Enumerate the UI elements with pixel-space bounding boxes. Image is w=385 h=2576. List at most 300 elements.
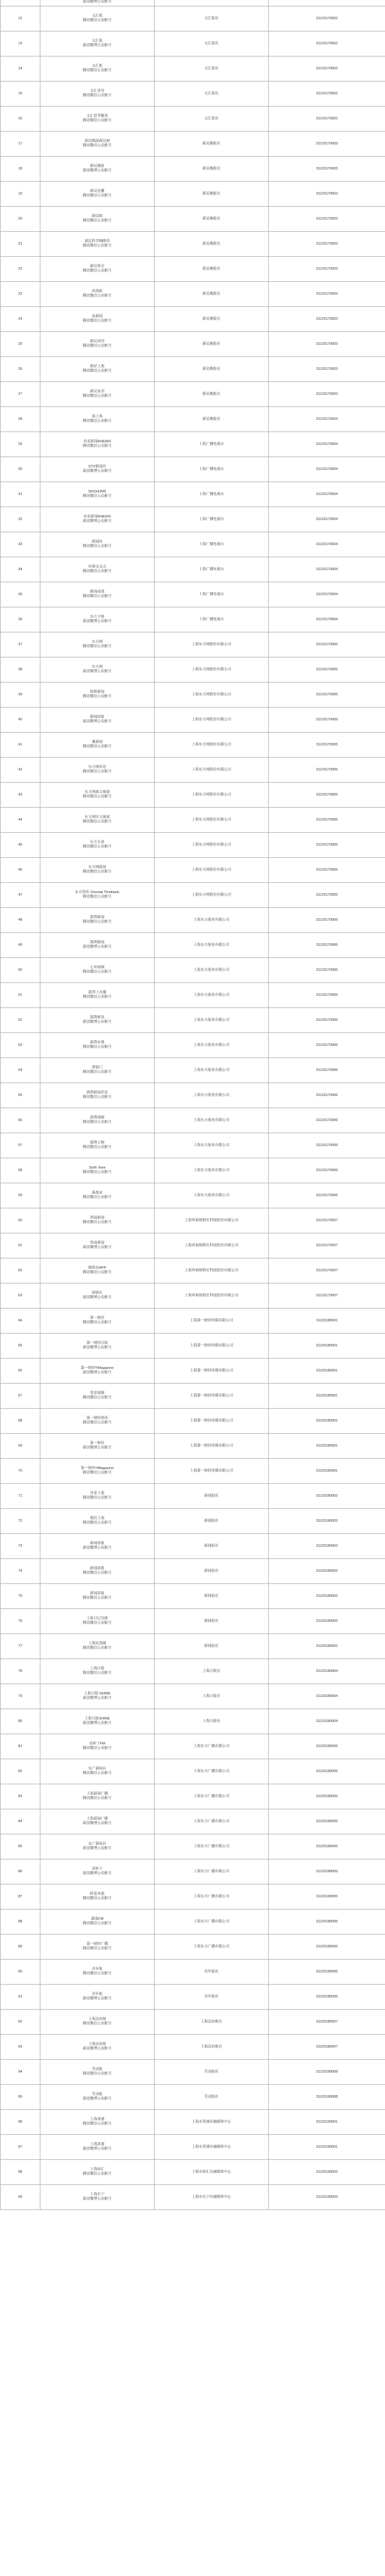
account-type-text: 新浪微博公众账号 [83,1346,112,1350]
account-name-text: 上海新闻广播 [86,1817,108,1821]
table-row [1,808,385,833]
account-name-text: 上海黄浦 [90,2143,105,2146]
license-code-cell: 31120170002 [269,57,385,82]
row-number-cell: 66 [1,1359,40,1384]
organization-cell: 新闻报社 [155,1534,269,1559]
license-code-cell: 31120170003 [269,207,385,232]
row-number-cell: 83 [1,1784,40,1809]
license-code-cell: 31120170005 [269,657,385,683]
license-code-cell: 31120180008 [269,2085,385,2110]
account-name-text: 新闻晨报 [90,1567,105,1571]
account-name-cell [40,858,155,883]
account-name-cell [40,958,155,983]
row-number-cell: 39 [1,683,40,708]
account-name-cell [40,1083,155,1108]
table-row [1,883,385,908]
row-number-cell: 67 [1,1384,40,1409]
account-name-cell [40,1985,155,2010]
account-name-text: 温故录 [92,1191,103,1195]
account-name-text: 新民科学咖啡馆 [84,239,110,243]
license-code-cell: 31120170006 [269,1083,385,1108]
organization-cell: 上海市黄浦区融媒体中心 [155,2135,269,2160]
account-type-text: 腾讯微信公众账号 [83,2122,112,2126]
organization-cell: 上海东方网股份有限公司 [155,833,269,858]
table-row [1,132,385,157]
account-name-cell [40,0,155,6]
account-type-text: 腾讯微信公众账号 [83,1571,112,1575]
row-number-cell: 58 [1,1158,40,1183]
table-row [1,1459,385,1484]
account-name-cell [40,182,155,207]
organization-cell: 上海第一财经传媒有限公司 [155,1409,269,1434]
account-name-text: 东方网 [92,665,103,669]
account-name-cell [40,683,155,708]
account-type-text: 腾讯微信公众账号 [83,2172,112,2176]
account-type-text: 腾讯微信公众账号 [83,1045,112,1049]
account-type-text: 新浪微博公众账号 [83,1246,112,1249]
account-type-text: 腾讯微信公众账号 [83,2072,112,2076]
account-name-cell [40,1183,155,1208]
account-name-cell [40,1409,155,1434]
row-number-cell: 23 [1,282,40,307]
license-code-cell: 31120180002 [269,1534,385,1559]
account-name-text: 新闻晨报 [90,1592,105,1596]
table-row [1,1584,385,1609]
row-number-cell: 38 [1,657,40,683]
license-code-cell: 31120170007 [269,1258,385,1284]
organization-cell: 上海东方报业有限公司 [155,1133,269,1158]
account-type-text: 新浪微博公众账号 [83,469,112,473]
account-name-text: 新民夜刊 [90,390,105,394]
account-type-text: 腾讯微信公众账号 [83,1621,112,1625]
organization-cell: 青年报社 [155,1960,269,1985]
organization-cell: 新闻报社 [155,1559,269,1584]
account-name-cell [40,1859,155,1884]
account-type-text: 新浪微博公众账号 [83,2047,112,2051]
license-code-cell: 31120180001 [269,1409,385,1434]
organization-cell: 上海东方广播有限公司 [155,1809,269,1834]
account-name-cell [40,1309,155,1334]
row-number-cell: 76 [1,1609,40,1634]
row-number-cell: 48 [1,908,40,933]
account-name-cell [40,2135,155,2160]
license-code-cell: 31120170004 [269,432,385,457]
organization-cell: 上海广播电视台 [155,457,269,482]
table-row [1,1083,385,1108]
account-type-text: 腾讯微信公众账号 [83,219,112,223]
table-row [1,382,385,407]
organization-cell: 上海东方报业有限公司 [155,1083,269,1108]
table-row [1,357,385,382]
license-code-cell: 31120170003 [269,257,385,282]
account-type-text: 腾讯微信公众账号 [83,570,112,573]
organization-cell: 上海东方网股份有限公司 [155,632,269,657]
account-type-text: 腾讯微信公众账号 [83,1271,112,1275]
account-name-cell [40,132,155,157]
account-type-text: 腾讯微信公众账号 [83,1521,112,1525]
account-name-cell [40,57,155,82]
table-row [1,1334,385,1359]
account-name-text: 第一财经YiMagazine [80,1366,114,1370]
organization-cell: 新民晚报社 [155,332,269,357]
account-name-text: 新民连播 [90,189,105,193]
organization-cell: 上海广播电视台 [155,557,269,582]
account-name-text: 劳动报 [92,2093,103,2096]
account-type-text: 腾讯微信公众账号 [83,394,112,398]
row-number-cell: 45 [1,833,40,858]
account-type-text: 新浪微博公众账号 [83,1371,112,1375]
account-name-cell [40,582,155,607]
account-name-cell [40,1960,155,1985]
table-row [1,1884,385,1910]
license-code-cell: 31120170005 [269,683,385,708]
license-code-cell: 31120170003 [269,407,385,432]
row-number-cell: 75 [1,1584,40,1609]
license-code-cell: 31120170002 [269,31,385,57]
account-type-text: 新浪微博公众账号 [83,0,112,4]
organization-cell: 上海第一财经传媒有限公司 [155,1459,269,1484]
account-name-text: 上海吃货圈 [88,1642,107,1646]
account-name-cell [40,1910,155,1935]
account-name-text: 阿基米德 [90,1892,105,1896]
license-code-cell: 31120170005 [269,783,385,808]
license-code-cell: 31120170006 [269,1133,385,1158]
row-number-cell: 26 [1,357,40,382]
account-name-text: 新民体育 [90,265,105,268]
account-name-text: 澎湃新闻评论 [86,1091,108,1095]
row-number-cell: 29 [1,432,40,457]
license-code-cell: 31120180005 [269,1734,385,1759]
license-code-cell: 31120190002 [269,2160,385,2185]
row-number-cell: 80 [1,1709,40,1734]
license-code-cell: 31120190003 [269,2185,385,2210]
account-type-text: 腾讯微信公众账号 [83,244,112,248]
account-type-text: 新浪微博公众账号 [83,44,112,48]
account-type-text: 腾讯微信公众账号 [83,1396,112,1400]
row-number-cell: 14 [1,57,40,82]
table-row [1,82,385,107]
account-type-text: 腾讯微信公众账号 [83,870,112,874]
account-type-text: 新浪微博公众账号 [83,1546,112,1550]
account-name-cell [40,632,155,657]
account-type-text: 腾讯微信公众账号 [83,645,112,648]
account-type-text: 腾讯微信公众账号 [83,1972,112,1976]
row-number-cell: 92 [1,2010,40,2035]
account-type-text: 腾讯微信公众账号 [83,369,112,373]
account-type-text: 腾讯微信公众账号 [83,1471,112,1475]
organization-cell: 上海东方报业有限公司 [155,1033,269,1058]
license-code-cell [269,0,385,6]
account-name-text: 看看新闻KNEWS [83,515,111,519]
account-name-cell [40,1258,155,1284]
license-code-cell: 31120170003 [269,357,385,382]
license-code-cell: 31120180007 [269,2035,385,2060]
account-name-cell [40,307,155,332]
table-row [1,2160,385,2185]
table-row [1,1384,385,1409]
account-type-text: 腾讯微信公众账号 [83,1596,112,1600]
account-type-text: 腾讯微信公众账号 [83,995,112,999]
account-type-text: 腾讯微信公众账号 [83,94,112,98]
license-code-cell: 31120170006 [269,958,385,983]
account-name-text: 东广新闻台 [88,1767,107,1771]
organization-cell: 文汇报社 [155,31,269,57]
account-name-cell [40,983,155,1008]
account-name-cell [40,207,155,232]
account-type-text: 腾讯微信公众账号 [83,1145,112,1149]
account-type-text: 腾讯微信公众账号 [83,820,112,824]
table-row [1,282,385,307]
account-name-cell [40,1058,155,1083]
account-name-text: 文汇思考精英 [86,114,108,118]
account-name-cell [40,482,155,507]
account-type-text: 新浪微博公众账号 [83,519,112,523]
row-number-cell: 98 [1,2160,40,2185]
account-name-cell [40,2035,155,2060]
organization-cell: 上海广播电视台 [155,582,269,607]
account-name-cell [40,2010,155,2035]
row-number-cell: 78 [1,1659,40,1684]
row-number-cell: 19 [1,182,40,207]
account-name-text: 上海法治报 [88,2042,107,2046]
account-type-text: 新浪微博公众账号 [83,945,112,949]
account-name-text: 上海新闻广播 [86,1792,108,1796]
account-name-cell [40,1809,155,1834]
row-number-cell: 64 [1,1309,40,1334]
account-name-text: 澎湃财讯 [90,1016,105,1020]
table-row [1,1609,385,1634]
organization-cell: 上海日报社 [155,1659,269,1684]
table-row [1,733,385,758]
license-code-cell: 31120180002 [269,1484,385,1509]
table-row [1,1258,385,1284]
organization-cell: 上海界面财联社科技股份有限公司 [155,1258,269,1284]
account-type-text: 腾讯微信公众账号 [83,920,112,924]
table-row [1,1559,385,1584]
organization-cell: 上海东方广播有限公司 [155,1910,269,1935]
organization-cell: 新民晚报社 [155,257,269,282]
account-name-cell [40,933,155,958]
license-code-cell: 31120170005 [269,708,385,733]
license-code-cell: 31120170003 [269,182,385,207]
row-number-cell: 44 [1,808,40,833]
account-name-cell [40,1709,155,1734]
account-type-text: 腾讯微信公众账号 [83,144,112,148]
organization-cell: 上海广播电视台 [155,607,269,632]
account-name-cell [40,1133,155,1158]
license-code-cell: 31120170003 [269,132,385,157]
account-type-text: 新浪微博公众账号 [83,1296,112,1300]
account-name-text: 东方网政文视窗 [84,790,110,794]
account-name-cell [40,332,155,357]
account-type-text: 腾讯微信公众账号 [83,1171,112,1174]
account-name-text: 看看新闻KNEWS [83,440,111,444]
account-name-cell [40,157,155,182]
license-code-cell: 31120180001 [269,1334,385,1359]
table-row [1,1359,385,1384]
account-name-text: 上海黄浦 [90,2118,105,2121]
account-name-text: 海上客 [92,415,103,419]
row-number-cell: 84 [1,1809,40,1834]
row-number-cell: 31 [1,482,40,507]
table-row [1,783,385,808]
account-type-text: 新浪微博公众账号 [83,1721,112,1725]
organization-cell: 上海东方报业有限公司 [155,1058,269,1083]
account-name-text: 翼新闻 [92,740,103,744]
account-name-cell [40,1559,155,1584]
account-name-text: 界面新闻 [90,1216,105,1220]
table-row [1,1784,385,1809]
organization-cell: 上海东方网股份有限公司 [155,808,269,833]
account-name-cell [40,31,155,57]
account-name-text: 文汇讲堂 [90,89,105,93]
account-type-text: 腾讯微信公众账号 [83,1922,112,1926]
account-name-cell [40,432,155,457]
row-number-cell: 57 [1,1133,40,1158]
account-name-cell [40,808,155,833]
table-row [1,683,385,708]
account-type-text: 腾讯微信公众账号 [83,1321,112,1325]
account-name-text: 东方网区文视窗 [84,815,110,819]
license-code-cell: 31120170007 [269,1284,385,1309]
account-type-text: 腾讯微信公众账号 [83,1671,112,1675]
account-name-cell [40,282,155,307]
account-name-text: 澎湃新闻 [90,941,105,944]
account-name-text: 上海徐汇 [90,2168,105,2171]
table-row [1,2110,385,2135]
row-number-cell: 21 [1,232,40,257]
row-number-cell: 36 [1,607,40,632]
table-row [1,257,385,282]
table-row [1,1284,385,1309]
license-code-cell: 31120180005 [269,1784,385,1809]
license-code-cell: 31120170002 [269,107,385,132]
row-number-cell: 50 [1,958,40,983]
account-name-cell [40,758,155,783]
account-type-text: 新浪微博公众账号 [83,620,112,623]
table-row-partial [1,0,385,6]
account-name-text: 新闻坊 [92,540,103,544]
organization-cell: 上海市黄浦区融媒体中心 [155,2110,269,2135]
table-row [1,532,385,557]
license-code-cell: 31120170004 [269,607,385,632]
license-code-cell: 31120170006 [269,1158,385,1183]
account-name-text: 第一财经 [90,1316,105,1320]
license-code-cell: 31120170004 [269,507,385,532]
account-name-cell [40,1233,155,1258]
account-name-cell [40,1509,155,1534]
account-name-cell [40,1158,155,1183]
account-name-cell [40,607,155,632]
account-name-cell [40,232,155,257]
table-row [1,332,385,357]
organization-cell: 上海东方网股份有限公司 [155,883,269,908]
row-number-cell: 30 [1,457,40,482]
account-name-cell [40,708,155,733]
account-type-text: 腾讯微信公众账号 [83,1646,112,1650]
account-name-text: 东方卫视 [90,615,105,619]
table-row [1,157,385,182]
license-code-cell: 31120170003 [269,382,385,407]
account-type-text: 腾讯微信公众账号 [83,745,112,749]
table-row [1,632,385,657]
organization-cell [155,0,269,6]
license-code-cell: 31120180005 [269,1834,385,1859]
table-row [1,1434,385,1459]
organization-cell: 上海东方报业有限公司 [155,1183,269,1208]
license-code-cell: 31120170003 [269,232,385,257]
organization-cell: 上海第一财经传媒有限公司 [155,1434,269,1459]
organization-cell: 上海东方网股份有限公司 [155,758,269,783]
account-name-cell [40,82,155,107]
table-row [1,1008,385,1033]
organization-cell: 上海广播电视台 [155,507,269,532]
table-row [1,1509,385,1534]
account-name-text: 上海日报-SHINE [83,1692,111,1696]
account-type-text: 腾讯微信公众账号 [83,419,112,423]
account-name-text: 第一财经资讯 [86,1416,108,1420]
row-number-cell: 68 [1,1409,40,1434]
license-code-cell: 31120170005 [269,883,385,908]
account-type-text: 腾讯微信公众账号 [83,494,112,498]
account-type-text: 腾讯微信公众账号 [83,970,112,974]
license-code-cell: 31120170006 [269,1058,385,1083]
organization-cell: 新闻报社 [155,1484,269,1509]
license-code-cell: 31120170006 [269,933,385,958]
row-number-cell: 35 [1,582,40,607]
row-number-cell: 77 [1,1634,40,1659]
table-row [1,307,385,332]
table-row [1,207,385,232]
row-number-cell: 70 [1,1459,40,1484]
account-name-text: 文汇报 [92,14,103,18]
account-name-text: 新民眼 [92,214,103,218]
organization-cell: 文汇报社 [155,57,269,82]
license-code-cell: 31120180004 [269,1709,385,1734]
account-name-text: 上海日报 [90,1667,105,1671]
license-code-cell: 31120180002 [269,1509,385,1534]
license-code-cell: 31120170006 [269,1108,385,1133]
account-name-text: 东方网 [92,640,103,644]
organization-cell: 上海东方广播有限公司 [155,1884,269,1910]
organization-cell: 上海广播电视台 [155,532,269,557]
account-name-cell [40,2160,155,2185]
license-code-cell: 31120170005 [269,733,385,758]
account-type-text: 新浪微博公众账号 [83,169,112,173]
organization-cell: 新民晚报社 [155,157,269,182]
table-row [1,858,385,883]
account-type-text: 新浪微博公众账号 [83,720,112,724]
account-name-text: 话匣子 [92,1867,103,1871]
account-name-cell [40,1534,155,1559]
organization-cell: 上海界面财联社科技股份有限公司 [155,1208,269,1233]
account-type-text: 新浪微博公众账号 [83,1872,112,1875]
organization-cell: 上海东方广播有限公司 [155,1784,269,1809]
account-name-text: 新闻夜线 [90,590,105,594]
account-name-text: 话匣子FM [89,1742,105,1746]
account-name-cell [40,507,155,532]
license-code-cell: 31120180002 [269,1609,385,1634]
account-type-text: 新浪微博公众账号 [83,1446,112,1450]
account-name-text: 第一财经广播 [86,1942,108,1946]
table-row [1,182,385,207]
organization-cell: 劳动报社 [155,2085,269,2110]
row-number-cell: 27 [1,382,40,407]
account-name-text: 第一财经日报 [86,1341,108,1345]
row-number-cell: 55 [1,1083,40,1108]
organization-cell: 上海东方网股份有限公司 [155,708,269,733]
account-name-text: 澎湃人物 [90,1141,105,1145]
